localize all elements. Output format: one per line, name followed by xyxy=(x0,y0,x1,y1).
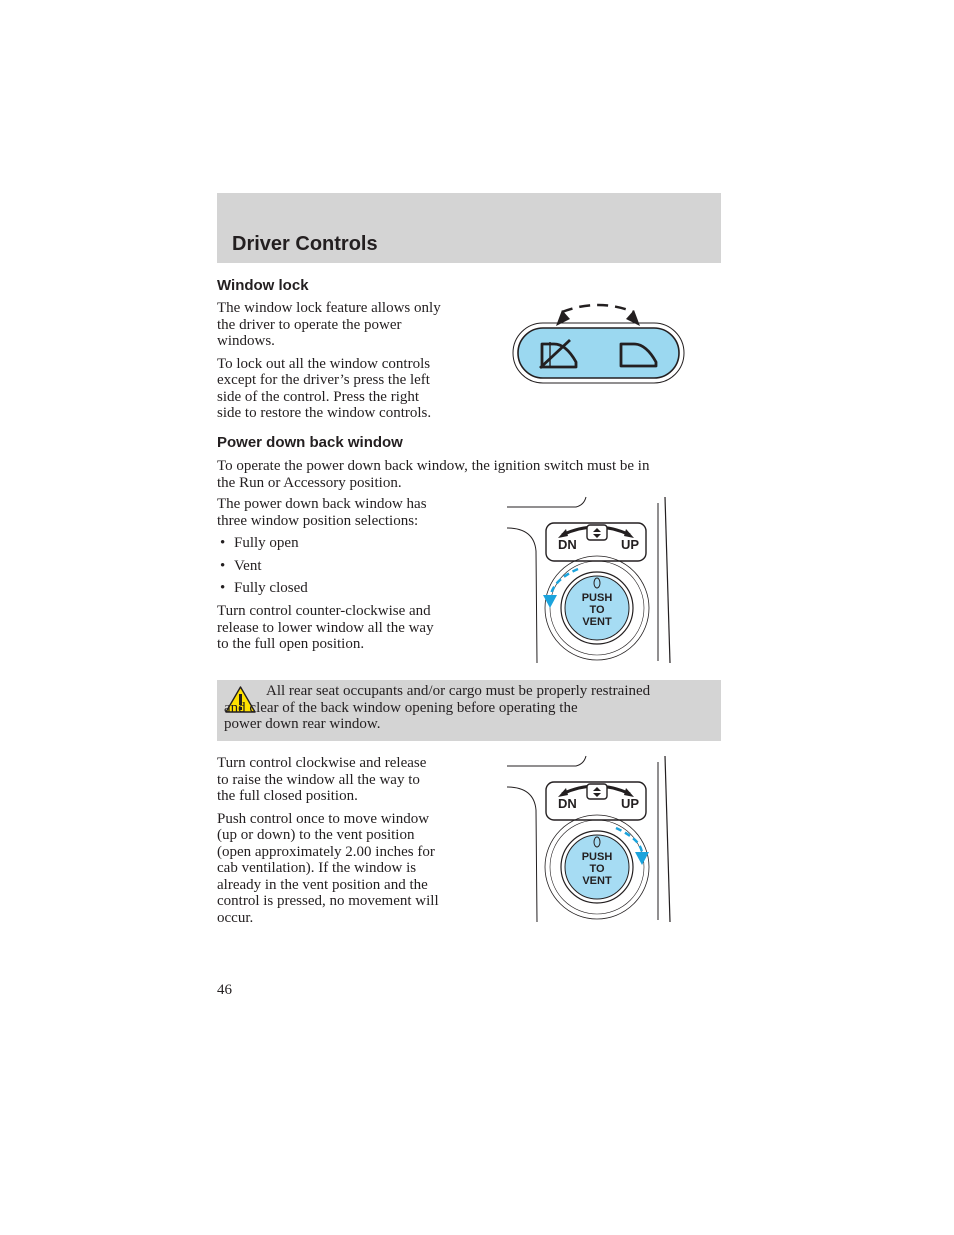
cw-arrow-icon xyxy=(635,852,649,865)
window-lock-text xyxy=(217,300,477,422)
closing-paragraph-1: Turn control clockwise and release to raise the window all the way to the full closed position. xyxy=(217,755,427,804)
warning-text: All rear seat occupants and/or cargo must be properly restrained and clear of the back window opening before operating the power down rear window. xyxy=(224,683,651,732)
dn-label: DN xyxy=(558,796,577,811)
window-lock-paragraph-1: The window lock feature allows only the driver to operate the power windows. xyxy=(217,300,441,349)
page-title: Driver Controls xyxy=(232,233,378,255)
svg-text:VENT: VENT xyxy=(582,875,612,887)
svg-text:TO: TO xyxy=(589,863,605,875)
closing-paragraph-2: Push control once to move window (up or down) to the vent position (open approximately 2.00 inches for cab ventilation). If the window is already in the vent position and the control is pressed, no movement will occur. xyxy=(217,810,439,926)
up-label: UP xyxy=(621,796,640,811)
power-down-intro: To operate the power down back window, the ignition switch must be in the Run or Accessory position. xyxy=(217,458,650,491)
list-item: • Fully open xyxy=(217,535,482,552)
list-item: • Fully closed xyxy=(217,580,482,597)
rear-window-control-ccw xyxy=(500,495,680,665)
rear-window-control-cw xyxy=(500,754,680,924)
svg-text:PUSH: PUSH xyxy=(581,851,613,863)
page-number: 46 xyxy=(217,982,232,998)
position-options-list xyxy=(217,535,482,597)
svg-text:PUSH: PUSH xyxy=(581,592,613,604)
power-down-text xyxy=(217,496,482,653)
power-down-heading: Power down back window xyxy=(217,434,403,451)
list-item: • Vent xyxy=(217,558,482,575)
up-label: UP xyxy=(621,537,640,552)
window-lock-paragraph-2: To lock out all the window controls except for the driver’s press the left side of the control. Press the right side to restore the window controls. xyxy=(217,355,432,421)
closing-text xyxy=(217,755,482,926)
dn-label: DN xyxy=(558,537,577,552)
window-lock-switch xyxy=(510,300,690,388)
power-down-paragraph-2: Turn control counter-clockwise and release to lower window all the way to the full open position. xyxy=(217,603,434,653)
power-down-paragraph-1: The power down back window has three window position selections: xyxy=(217,496,427,529)
svg-text:TO: TO xyxy=(589,604,605,616)
window-lock-heading: Window lock xyxy=(217,277,309,294)
svg-text:VENT: VENT xyxy=(582,616,612,628)
